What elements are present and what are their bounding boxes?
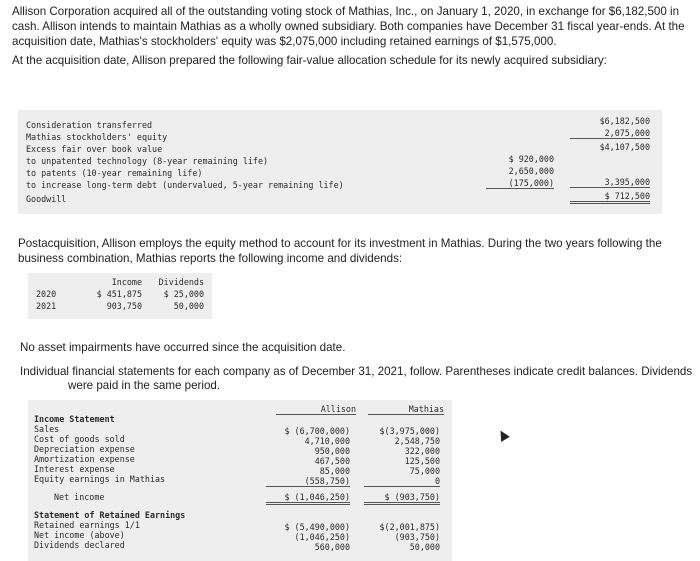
mathias-net-income: $ (903,750) <box>364 492 440 505</box>
allison-value: (558,750) <box>266 476 350 487</box>
allison-value: 85,000 <box>319 466 350 476</box>
allison-value: 950,000 <box>314 446 350 456</box>
intro-allocation-sentence: At the acquisition date, Allison prepared the following fair-value allocation schedule for its newly acquired subsidiary: <box>12 54 607 67</box>
income-2021: 903,750 <box>106 301 142 311</box>
mathias-value: $(3,975,000) <box>379 426 440 436</box>
allocation-mid-value: (175,000) <box>486 178 554 189</box>
impairment-note: No asset impairments have occurred since the acquisition date. <box>20 341 346 354</box>
allison-value: 4,710,000 <box>304 436 350 446</box>
income-row-label: Cost of goods sold <box>34 434 125 444</box>
mouse-cursor-icon <box>496 428 510 442</box>
allocation-label: Goodwill <box>26 194 67 204</box>
income-statement-title: Income Statement <box>34 414 115 424</box>
postacquisition-paragraph: Postacquisition, Allison employs the equity method to account for its investment in Mathias. During the two years following the business combination, Mathias reports the following income and dividends: <box>18 237 662 265</box>
dividends-2021: 50,000 <box>173 301 204 311</box>
dividends-2020: $ 25,000 <box>163 289 204 299</box>
mathias-value: (903,750) <box>394 532 440 542</box>
allison-value: $ (5,490,000) <box>284 522 350 532</box>
net-income-label: Net income <box>54 492 105 502</box>
re-row-label: Net income (above) <box>34 530 125 540</box>
statements-note-line1: Individual financial statements for each company as of December 31, 2021, follow. Parentheses indicate credit balances. Dividends <box>20 365 693 378</box>
statements-note-line2: were paid in the same period. <box>68 379 221 392</box>
income-header: Income <box>111 277 142 287</box>
allocation-right-value: $ 712,500 <box>570 191 650 204</box>
allocation-mid-value: $ 920,000 <box>508 154 554 164</box>
re-row-label: Dividends declared <box>34 540 125 550</box>
mathias-value: 322,000 <box>404 446 440 456</box>
allison-net-income: $ (1,046,250) <box>266 492 350 505</box>
allocation-label: to unpatented technology (8-year remaining life) <box>26 156 269 166</box>
income-row-label: Interest expense <box>34 464 115 474</box>
re-row-label: Retained earnings 1/1 <box>34 520 140 530</box>
mathias-value: 50,000 <box>409 542 440 552</box>
allison-value: 467,500 <box>314 456 350 466</box>
mathias-value: 75,000 <box>409 466 440 476</box>
allison-value: 560,000 <box>314 542 350 552</box>
allocation-label: Consideration transferred <box>26 120 153 130</box>
allocation-label: to increase long-term debt (undervalued, 5-year remaining life) <box>26 180 344 190</box>
financial-statements-table <box>28 400 452 561</box>
mathias-value: 125,500 <box>404 456 440 466</box>
income-row-label: Amortization expense <box>34 454 135 464</box>
income-row-label: Depreciation expense <box>34 444 135 454</box>
income-row-label: Equity earnings in Mathias <box>34 474 166 484</box>
dividends-header: Dividends <box>158 277 204 287</box>
mathias-value: 0 <box>364 476 440 487</box>
allison-value: $ (6,700,000) <box>284 426 350 436</box>
allocation-label: Mathias stockholders' equity <box>26 132 168 142</box>
retained-earnings-title: Statement of Retained Earnings <box>34 510 186 520</box>
col-allison-header: Allison <box>276 404 356 415</box>
allocation-right-value: 3,395,000 <box>570 177 650 188</box>
intro-paragraph: Allison Corporation acquired all of the outstanding voting stock of Mathias, Inc., on January 1, 2020, in exchange for $6,182,500 in cash. Allison intends to maintain Mathias as a wholly owned subsidiary. Both companies have December 31 fiscal year-ends. At the acquisition date, Mathias's stockholders' equity was $2,075,000 including retained earnings of $1,575,000. <box>12 5 685 48</box>
allocation-label: to patents (10-year remaining life) <box>26 168 203 178</box>
mathias-value: 2,548,750 <box>394 436 440 446</box>
year-2021: 2021 <box>36 301 57 311</box>
allocation-right-value: 2,075,000 <box>570 128 650 139</box>
allocation-label: Excess fair over book value <box>26 144 163 154</box>
allocation-schedule <box>18 110 662 214</box>
allocation-right-value: $4,107,500 <box>599 142 650 152</box>
income-2020: $ 451,875 <box>96 289 142 299</box>
allocation-right-value: $6,182,500 <box>599 116 650 126</box>
mathias-value: $(2,001,875) <box>379 522 440 532</box>
income-row-label: Sales <box>34 424 60 434</box>
allocation-mid-value: 2,650,000 <box>508 166 554 176</box>
allison-value: (1,046,250) <box>294 532 350 542</box>
year-2020: 2020 <box>36 289 57 299</box>
col-mathias-header: Mathias <box>368 404 444 415</box>
income-dividends-table <box>28 273 212 319</box>
